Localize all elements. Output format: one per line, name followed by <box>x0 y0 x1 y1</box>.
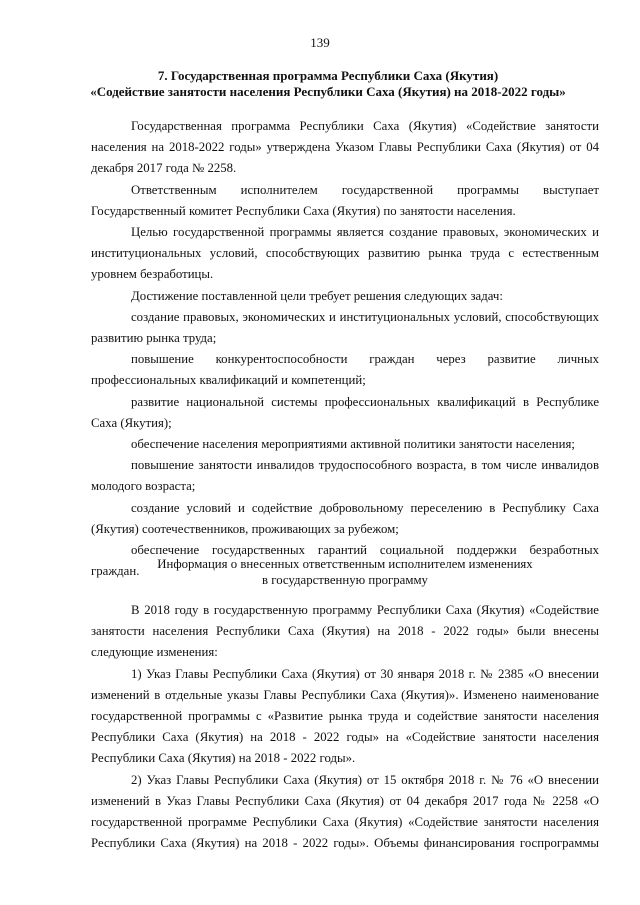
changes-section <box>91 600 599 854</box>
tasks-intro-paragraph: Достижение поставленной цели требует решения следующих задач: <box>131 288 503 303</box>
task-item: создание правовых, экономических и институциональных условий, способствующих развитию рынка труда; <box>91 309 599 346</box>
changes-heading <box>91 556 599 588</box>
changes-intro-paragraph: В 2018 году в государственную программу Республики Саха (Якутия) «Содействие занятости населения Республики Саха (Якутия) на 2018 - 2022 годы» были внесены следующие изменения: <box>91 603 599 660</box>
document-title <box>70 68 586 100</box>
title-line-1: 7. Государственная программа Республики Саха (Якутия) <box>157 68 499 83</box>
change-item-2: 2) Указ Главы Республики Саха (Якутия) от 15 октября 2018 г. № 76 «О внесении изменений в Указ Главы Республики Саха (Якутия) от 04 декабря 2017 года № 2258 «О государственной программе Республики Саха (Якутия) «Содействие занятости населения Республики Саха (Якутия) на 2018 - 2022 годы». Объемы финансирования госпрограммы <box>91 772 599 851</box>
intro-section <box>91 116 599 582</box>
task-item: развитие национальной системы профессиональных квалификаций в Республике Саха (Якутия); <box>91 394 599 430</box>
changes-heading-line-1: Информация о внесенных ответственным исполнителем изменениях <box>157 557 533 571</box>
page-number: 139 <box>310 35 330 50</box>
change-item-1: 1) Указ Главы Республики Саха (Якутия) от 30 января 2018 г. № 2385 «О внесении изменений в отдельные указы Главы Республики Саха (Якутия)». Изменено наименование государственной программы с «Развитие рынка труда и содействие занятости населения Республики Саха (Якутия) на 2018 - 2022 годы» на «Содействие занятости населения Республики Саха (Якутия) на 2018 - 2022 годы». <box>91 666 599 766</box>
task-item: повышение конкурентоспособности граждан через развитие личных профессиональных квалификаций и компетенций; <box>91 352 599 388</box>
responsible-executor-paragraph: Ответственным исполнителем государственной программы выступает Государственный комитет Республики Саха (Якутия) по занятости населения. <box>91 182 599 218</box>
task-item: создание условий и содействие добровольному переселению в Республику Саха (Якутия) соотечественников, проживающих за рубежом; <box>91 500 599 536</box>
task-item: обеспечение государственных гарантий социальной поддержки безработных граждан. <box>91 543 599 579</box>
task-item: обеспечение населения мероприятиями активной политики занятости населения; <box>131 437 575 452</box>
changes-heading-line-2: в государственную программу <box>262 573 428 587</box>
title-line-2: «Содействие занятости населения Республики Саха (Якутия) на 2018-2022 годы» <box>90 84 566 99</box>
program-approval-paragraph: Государственная программа Республики Саха (Якутия) «Содействие занятости населения на 2018-2022 годы» утверждена Указом Главы Республики Саха (Якутия) от 04 декабря 2017 года № 2258. <box>91 119 599 176</box>
program-goal-paragraph: Целью государственной программы является создание правовых, экономических и институциональных условий, способствующих развитию рынка труда с естественным уровнем безработицы. <box>91 225 599 282</box>
task-item: повышение занятости инвалидов трудоспособного возраста, в том числе инвалидов молодого возраста; <box>91 458 599 494</box>
